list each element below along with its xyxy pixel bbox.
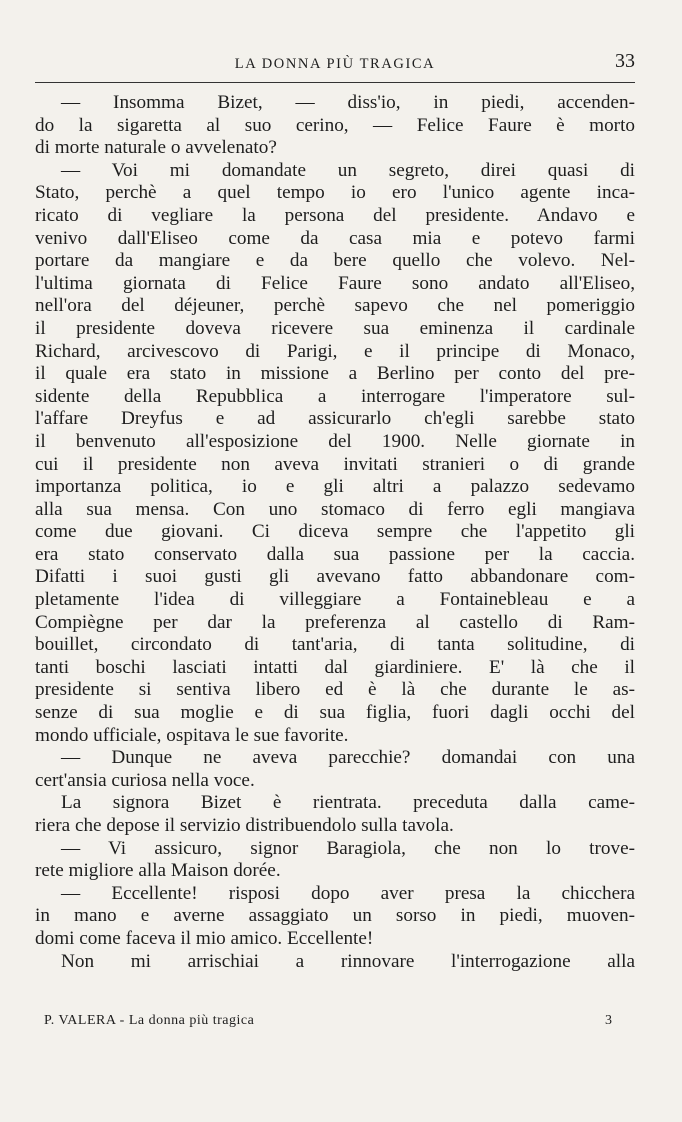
- text-line: presidente si sentiva libero ed è là che durante le as-: [35, 679, 635, 701]
- text-line: pletamente l'idea di villeggiare a Fontainebleau e a: [35, 589, 635, 611]
- text-line: di morte naturale o avvelenato?: [35, 137, 277, 159]
- text-line: mondo ufficiale, ospitava le sue favorite.: [35, 724, 349, 746]
- running-title: LA DONNA PIÙ TRAGICA: [234, 56, 436, 72]
- text-line: domi come faceva il mio amico. Eccellente!: [35, 927, 374, 949]
- text-line: tanti boschi lasciati intatti dal giardiniere. E' là che il: [35, 656, 635, 678]
- text-line: venivo dall'Eliseo come da casa mia e potevo farmi: [35, 227, 635, 249]
- text-line: ricato di vegliare la persona del presidente. Andavo e: [35, 204, 635, 226]
- text-line: in mano e averne assaggiato un sorso in piedi, muoven-: [35, 905, 635, 927]
- text-line: La signora Bizet è rientrata. preceduta dalla came-: [61, 792, 635, 814]
- header-rule: [35, 82, 635, 83]
- text-line: il quale era stato in missione a Berlino per conto del pre-: [35, 363, 635, 385]
- text-line: — Voi mi domandate un segreto, direi quasi di: [61, 159, 635, 181]
- text-line: Compiègne per dar la preferenza al castello di Ram-: [35, 611, 635, 633]
- text-line: l'ultima giornata di Felice Faure sono andato all'Eliseo,: [35, 272, 635, 294]
- text-line: nell'ora del déjeuner, perchè sapevo che nel pomeriggio: [35, 295, 635, 317]
- text-line: rete migliore alla Maison dorée.: [35, 860, 281, 882]
- signature-mark: 3: [605, 1013, 612, 1028]
- text-line: do la sigaretta al suo cerino, — Felice Faure è morto: [35, 114, 635, 136]
- page-header: [35, 48, 635, 84]
- text-line: cert'ansia curiosa nella voce.: [35, 769, 255, 791]
- text-line: — Eccellente! risposi dopo aver presa la chicchera: [61, 882, 635, 904]
- text-line: sidente della Repubblica a interrogare l'imperatore sul-: [35, 385, 635, 407]
- text-line: il presidente doveva ricevere sua eminenza il cardinale: [35, 317, 635, 339]
- text-line: era stato conservato dalla sua passione per la caccia.: [35, 543, 635, 565]
- page-footer: [44, 1013, 624, 1037]
- text-line: alla sua mensa. Con uno stomaco di ferro egli mangiava: [35, 498, 635, 520]
- text-line: — Vi assicuro, signor Baragiola, che non lo trove-: [61, 837, 635, 859]
- text-line: riera che depose il servizio distribuendolo sulla tavola.: [35, 815, 454, 836]
- text-line: il benvenuto all'esposizione del 1900. Nelle giornate in: [35, 430, 635, 452]
- footer-author-title: P. VALERA - La donna più tragica: [44, 1013, 255, 1028]
- text-line: — Insomma Bizet, — diss'io, in piedi, accenden-: [61, 92, 635, 113]
- text-line: Richard, arcivescovo di Parigi, e il principe di Monaco,: [35, 340, 635, 362]
- text-line: bouillet, circondato di tant'aria, di tanta solitudine, di: [35, 634, 635, 656]
- text-line: Non mi arrischiai a rinnovare l'interrogazione alla: [61, 950, 635, 972]
- text-line: Difatti i suoi gusti gli avevano fatto abbandonare com-: [35, 566, 635, 588]
- text-line: l'affare Dreyfus e ad assicurarlo ch'egli sarebbe stato: [35, 408, 635, 430]
- page-number: 33: [615, 50, 635, 72]
- text-line: — Dunque ne aveva parecchie? domandai con una: [61, 747, 635, 769]
- text-line: cui il presidente non aveva invitati stranieri o di grande: [35, 453, 635, 475]
- text-line: portare da mangiare e da bere quello che volevo. Nel-: [35, 250, 635, 272]
- text-line: Stato, perchè a quel tempo io ero l'unico agente inca-: [35, 182, 635, 204]
- text-line: come due giovani. Ci diceva sempre che l'appetito gli: [35, 521, 635, 543]
- body-text: [35, 92, 635, 973]
- text-line: senze di sua moglie e di sua figlia, fuori dagli occhi del: [35, 702, 635, 724]
- text-line: importanza politica, io e gli altri a palazzo sedevamo: [35, 476, 635, 498]
